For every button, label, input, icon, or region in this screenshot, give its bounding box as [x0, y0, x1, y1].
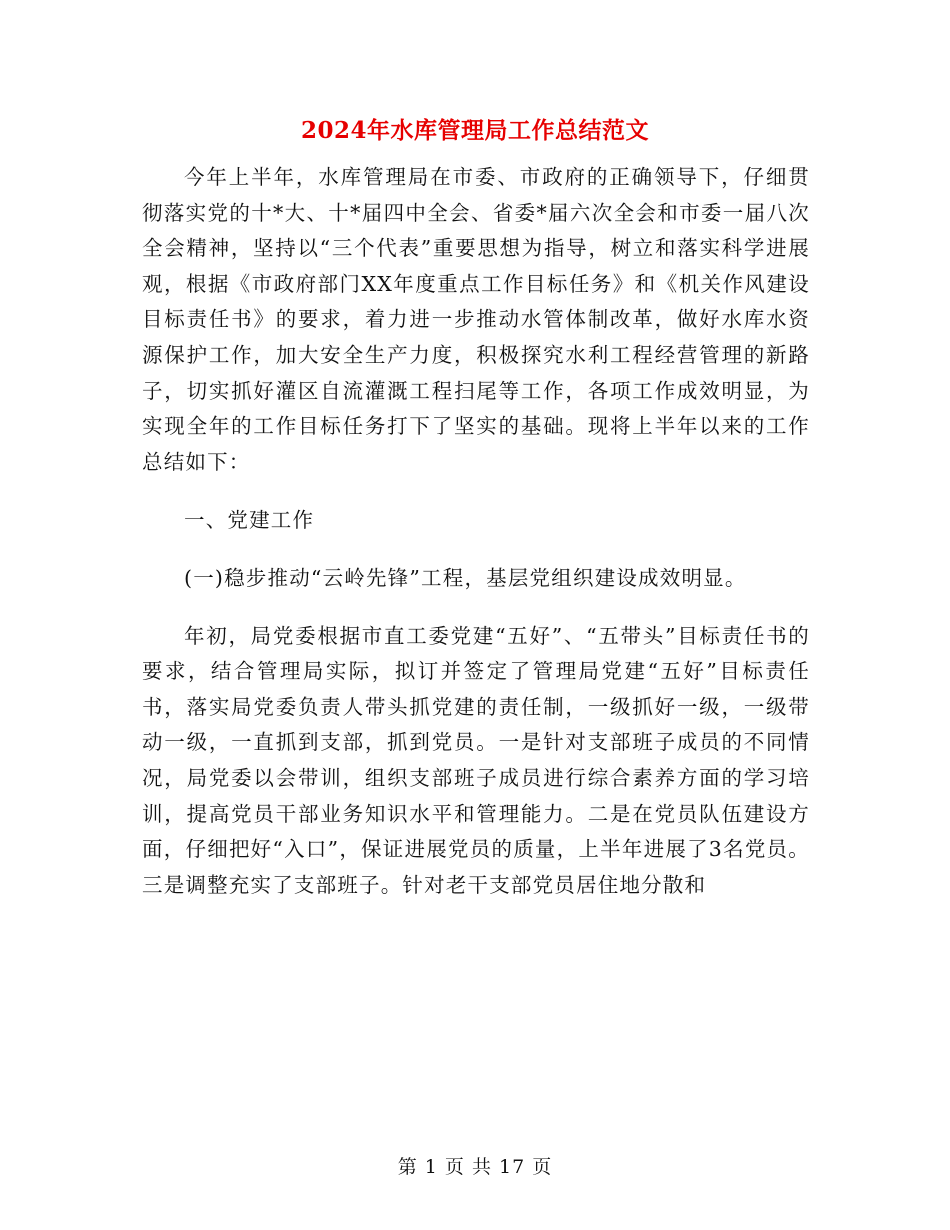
- document-title: 2024年水库管理局工作总结范文: [300, 117, 649, 144]
- section-heading-party-building: 一、党建工作: [184, 508, 315, 533]
- page-number-label: 第 1 页 共 17 页: [397, 1156, 553, 1178]
- page-footer: [0, 1152, 950, 1179]
- document-body: [142, 160, 810, 903]
- paragraph-body: 年初，局党委根据市直工委党建“五好”、“五带头”目标责任书的要求，结合管理局实际，拟订并签定了管理局党建“五好”目标责任书，落实局党委负责人带头抓党建的责任制，一级抓好一级，一级带动一级，一直抓到支部，抓到党员。一是针对支部班子成员的不同情况，局党委以会带训，组织支部班子成员进行综合素养方面的学习培训，提高党员干部业务知识水平和管理能力。二是在党员队伍建设方面，仔细把好“入口”，保证进展党员的质量，上半年进展了3名党员。三是调整充实了支部班子。针对老干支部党员居住地分散和: [142, 623, 810, 897]
- paragraph-intro: 今年上半年，水库管理局在市委、市政府的正确领导下，仔细贯彻落实党的十*大、十*届四中全会、省委*届六次全会和市委一届八次全会精神，坚持以“三个代表”重要思想为指导，树立和落实科学进展观，根据《市政府部门XX年度重点工作目标任务》和《机关作风建设目标责任书》的要求，着力进一步推动水管体制改革，做好水库水资源保护工作，加大安全生产力度，积极探究水利工程经营管理的新路子，切实抓好灌区自流灌溉工程扫尾等工作，各项工作成效明显，为实现全年的工作目标任务打下了坚实的基础。现将上半年以来的工作总结如下：: [142, 165, 810, 474]
- subsection-heading: (一)稳步推动“云岭先锋”工程，基层党组织建设成效明显。: [184, 565, 747, 590]
